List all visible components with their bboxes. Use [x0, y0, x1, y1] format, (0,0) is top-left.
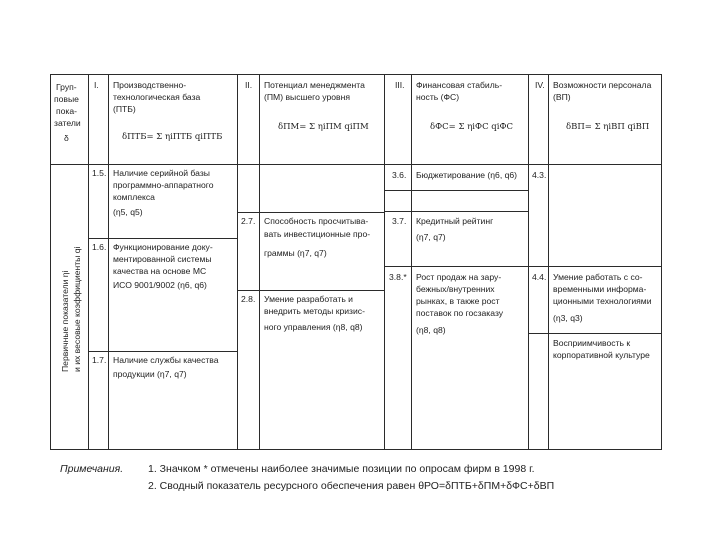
row-sep-col1-a [88, 238, 237, 239]
col3-title: Финансовая стабиль- [416, 80, 503, 90]
row-label-line: Первичные показатели ηi [60, 270, 70, 372]
item-number: 3.8.* [389, 272, 407, 282]
item-text: поставок по госзаказу [416, 308, 504, 318]
table-border-left [50, 74, 51, 449]
col1-formula: δПТБ= Σ ηiПТБ qiПТБ [122, 132, 223, 142]
item-text: ного управления (η8, q8) [264, 322, 363, 332]
item-text: Способность просчитыва- [264, 216, 369, 226]
col1-title: (ПТБ) [113, 104, 136, 114]
table-header-divider [50, 164, 662, 165]
col-divider-4 [528, 74, 529, 449]
item-text: (η7, q7) [416, 232, 446, 242]
notes-line-1: 1. Значком * отмечены наиболее значимые позиции по опросам фирм в 1998 г. [148, 463, 535, 475]
group-label-line: пока- [56, 106, 78, 116]
row-sep-col4-b [528, 333, 661, 334]
col3-roman: III. [395, 80, 405, 90]
row-sep-col1-b [88, 351, 237, 352]
item-text: Умение работать с со- [553, 272, 643, 282]
item-text: граммы (η7, q7) [264, 248, 327, 258]
item-text: (η8, q8) [416, 325, 446, 335]
col-divider-1 [88, 74, 89, 449]
col-divider-3 [384, 74, 385, 449]
table-border-bottom [50, 449, 662, 450]
num-col-line-3 [411, 74, 412, 449]
row-sep-col2-a [237, 212, 384, 213]
item-text: (η3, q3) [553, 313, 583, 323]
col4-formula: δВП= Σ ηiВП qiВП [566, 122, 650, 132]
item-text: Кредитный рейтинг [416, 216, 494, 226]
group-label-line: δ [64, 133, 69, 143]
col1-title: технологическая база [113, 92, 201, 102]
row-label-line: и их весовые коэффициенты qi [72, 246, 82, 372]
row-sep-col3-c [384, 266, 528, 267]
group-label-line: затели [54, 118, 81, 128]
num-col-line-4 [548, 74, 549, 449]
item-text: (η5, q5) [113, 207, 143, 217]
col3-formula: δФС= Σ ηiФС qiФС [430, 122, 514, 132]
row-sep-col3-a [384, 190, 528, 191]
row-sep-col2-b [237, 290, 384, 291]
item-text: продукции (η7, q7) [113, 369, 187, 379]
item-text: корпоративной культуре [553, 350, 650, 360]
item-text: ционными технологиями [553, 296, 652, 306]
item-text: Рост продаж на зару- [416, 272, 502, 282]
item-text: временными информа- [553, 284, 647, 294]
item-number: 1.5. [92, 168, 107, 178]
item-text: Бюджетирование (η6, q6) [416, 170, 518, 180]
col4-title: (ВП) [553, 92, 571, 102]
group-label-line: Груп- [56, 82, 77, 92]
item-number: 4.3. [532, 170, 547, 180]
col1-title: Производственно- [113, 80, 187, 90]
col-divider-2 [237, 74, 238, 449]
item-number: 3.6. [392, 170, 407, 180]
item-text: качества на основе МС [113, 266, 207, 276]
col2-title: (ПМ) высшего уровня [264, 92, 350, 102]
col2-formula: δПМ= Σ ηiПМ qiПМ [278, 122, 369, 132]
item-text: Наличие службы качества [113, 355, 219, 365]
item-text: бежных/внутренних [416, 284, 495, 294]
num-col-line-1 [108, 74, 109, 449]
item-text: ментированной системы [113, 254, 212, 264]
item-text: вать инвестиционные про- [264, 229, 371, 239]
item-number: 4.4. [532, 272, 547, 282]
item-text: внедрить методы кризис- [264, 306, 365, 316]
row-sep-col4-a [528, 266, 661, 267]
item-number: 1.6. [92, 242, 107, 252]
notes-label: Примечания. [60, 463, 124, 475]
item-text: Функционирование доку- [113, 242, 213, 252]
col2-roman: II. [245, 80, 253, 90]
table-border-top [50, 74, 662, 75]
notes-line-2: 2. Сводный показатель ресурсного обеспечения равен θРО=δПТБ+δПМ+δФС+δВП [148, 480, 555, 492]
item-text: комплекса [113, 192, 155, 202]
col3-title: ность (ФС) [416, 92, 460, 102]
col1-roman: I. [94, 80, 99, 90]
item-text: рынках, в также рост [416, 296, 500, 306]
item-text: ИСО 9001/9002 (η6, q6) [113, 280, 207, 290]
item-number: 3.7. [392, 216, 407, 226]
group-label-line: повые [54, 94, 79, 104]
item-text: программно-аппаратного [113, 180, 214, 190]
col4-roman: IV. [535, 80, 545, 90]
item-text: Наличие серийной базы [113, 168, 210, 178]
item-text: Умение разработать и [264, 294, 353, 304]
row-sep-col3-b [384, 211, 528, 212]
item-text: Восприимчивость к [553, 338, 631, 348]
num-col-line-2 [259, 74, 260, 449]
item-number: 2.7. [241, 216, 256, 226]
col2-title: Потенциал менеджмента [264, 80, 365, 90]
table-border-right [661, 74, 662, 449]
col4-title: Возможности персонала [553, 80, 652, 90]
item-number: 2.8. [241, 294, 256, 304]
item-number: 1.7. [92, 355, 107, 365]
